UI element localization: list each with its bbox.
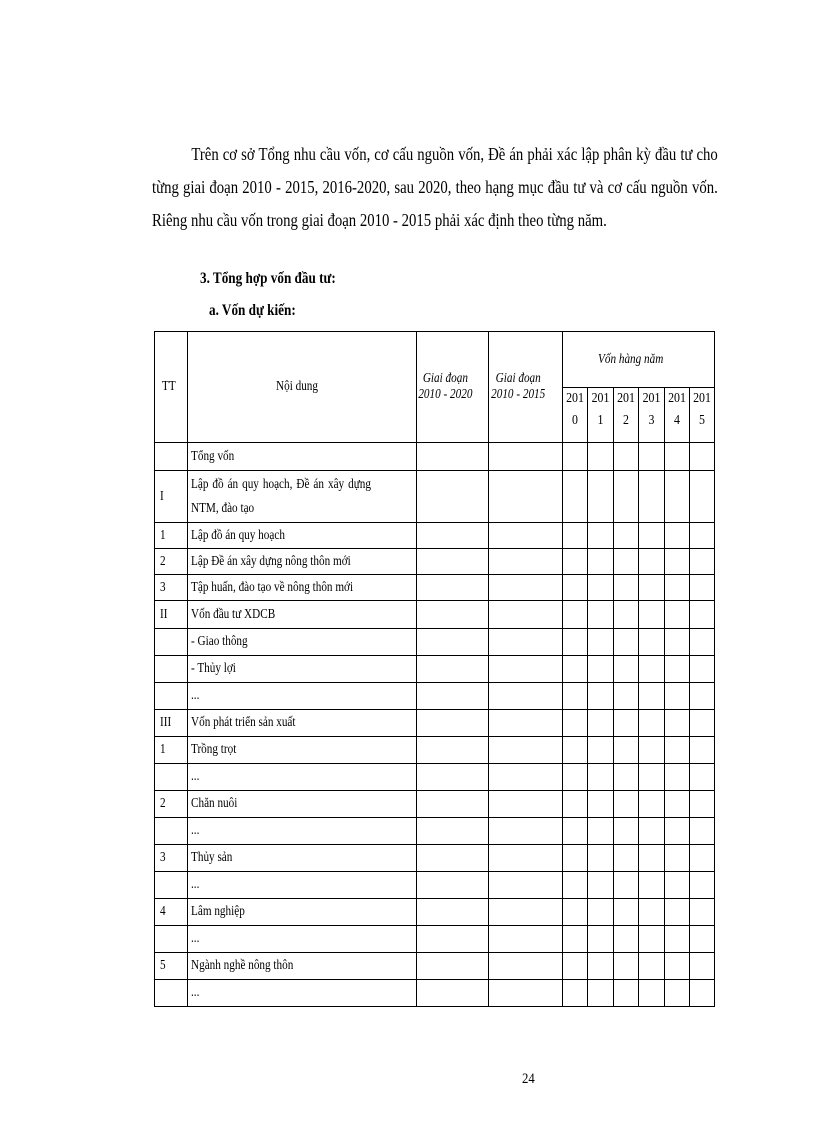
row-value-cell <box>690 872 715 899</box>
row-value-cell <box>563 471 588 523</box>
row-tt-cell: III <box>155 710 188 737</box>
row-value-cell <box>417 980 489 1007</box>
row-value-cell <box>639 443 665 471</box>
row-value-cell <box>417 710 489 737</box>
row-value-cell <box>665 656 690 683</box>
row-value-cell <box>588 791 614 818</box>
row-content-cell: - Thủy lợi <box>188 656 417 683</box>
header-year-3: 201 3 <box>639 388 665 443</box>
row-value-cell <box>690 953 715 980</box>
row-value-cell <box>690 601 715 629</box>
row-value-cell <box>563 872 588 899</box>
row-value-cell <box>489 872 563 899</box>
table-row <box>155 443 715 471</box>
row-tt-cell: I <box>155 471 188 523</box>
row-value-cell <box>614 575 639 601</box>
row-value-cell <box>563 980 588 1007</box>
row-value-cell <box>639 953 665 980</box>
row-value-cell <box>417 601 489 629</box>
header-year-4: 201 4 <box>665 388 690 443</box>
row-value-cell <box>417 443 489 471</box>
row-value-cell <box>690 656 715 683</box>
row-value-cell <box>588 683 614 710</box>
row-value-cell <box>417 683 489 710</box>
row-value-cell <box>639 656 665 683</box>
row-tt-cell: 1 <box>155 737 188 764</box>
table-row <box>155 764 715 791</box>
row-value-cell <box>614 737 639 764</box>
row-value-cell <box>614 953 639 980</box>
row-tt-cell: 5 <box>155 953 188 980</box>
row-value-cell <box>690 710 715 737</box>
row-value-cell <box>489 791 563 818</box>
row-value-cell <box>563 443 588 471</box>
header-year-5: 201 5 <box>690 388 715 443</box>
table-row <box>155 899 715 926</box>
row-value-cell <box>563 764 588 791</box>
row-value-cell <box>588 601 614 629</box>
row-value-cell <box>417 737 489 764</box>
row-value-cell <box>614 683 639 710</box>
row-value-cell <box>665 980 690 1007</box>
row-value-cell <box>489 953 563 980</box>
row-tt-cell: 3 <box>155 575 188 601</box>
row-value-cell <box>563 899 588 926</box>
row-value-cell <box>690 471 715 523</box>
row-value-cell <box>614 710 639 737</box>
row-value-cell <box>417 656 489 683</box>
row-value-cell <box>614 656 639 683</box>
row-value-cell <box>489 710 563 737</box>
header-year-1: 201 1 <box>588 388 614 443</box>
row-value-cell <box>588 575 614 601</box>
row-tt-cell <box>155 656 188 683</box>
table-row <box>155 872 715 899</box>
header-giai-doan-2010-2015: Giai đoạn 2010 - 2015 <box>489 332 563 443</box>
table-row <box>155 845 715 872</box>
row-tt-cell <box>155 980 188 1007</box>
row-value-cell <box>588 471 614 523</box>
row-value-cell <box>563 629 588 656</box>
row-value-cell <box>417 549 489 575</box>
row-value-cell <box>665 601 690 629</box>
row-value-cell <box>690 845 715 872</box>
row-value-cell <box>489 629 563 656</box>
row-value-cell <box>614 845 639 872</box>
row-value-cell <box>614 764 639 791</box>
row-content-cell: Lập đồ án quy hoạch <box>188 523 417 549</box>
row-value-cell <box>690 683 715 710</box>
row-value-cell <box>665 737 690 764</box>
row-value-cell <box>639 926 665 953</box>
row-value-cell <box>489 601 563 629</box>
row-value-cell <box>614 980 639 1007</box>
row-value-cell <box>614 471 639 523</box>
row-value-cell <box>665 471 690 523</box>
row-value-cell <box>489 980 563 1007</box>
row-value-cell <box>614 629 639 656</box>
table-row <box>155 710 715 737</box>
header-noi-dung: Nội dung <box>188 332 417 443</box>
row-tt-cell: 2 <box>155 791 188 818</box>
row-value-cell <box>614 549 639 575</box>
row-content-cell: Chăn nuôi <box>188 791 417 818</box>
row-value-cell <box>489 845 563 872</box>
capital-table <box>154 331 715 1007</box>
row-value-cell <box>665 791 690 818</box>
row-value-cell <box>588 764 614 791</box>
row-value-cell <box>665 443 690 471</box>
row-value-cell <box>489 737 563 764</box>
row-value-cell <box>563 926 588 953</box>
table-row <box>155 818 715 845</box>
row-content-cell: Tập huấn, đào tạo về nông thôn mới <box>188 575 417 601</box>
row-value-cell <box>489 683 563 710</box>
row-value-cell <box>489 575 563 601</box>
row-value-cell <box>417 845 489 872</box>
row-value-cell <box>588 710 614 737</box>
row-value-cell <box>417 471 489 523</box>
row-content-cell: ... <box>188 872 417 899</box>
row-value-cell <box>489 656 563 683</box>
row-value-cell <box>417 818 489 845</box>
row-value-cell <box>614 872 639 899</box>
row-value-cell <box>588 656 614 683</box>
row-value-cell <box>588 845 614 872</box>
row-value-cell <box>563 818 588 845</box>
row-value-cell <box>639 872 665 899</box>
section-heading-3: 3. Tổng hợp vốn đầu tư: <box>200 270 336 287</box>
row-tt-cell <box>155 818 188 845</box>
row-value-cell <box>563 737 588 764</box>
table-row <box>155 926 715 953</box>
row-value-cell <box>588 818 614 845</box>
row-value-cell <box>614 601 639 629</box>
row-value-cell <box>489 443 563 471</box>
row-content-cell: Thủy sản <box>188 845 417 872</box>
table-row <box>155 980 715 1007</box>
row-value-cell <box>588 953 614 980</box>
row-value-cell <box>588 443 614 471</box>
row-content-cell: ... <box>188 683 417 710</box>
row-value-cell <box>639 737 665 764</box>
row-value-cell <box>690 443 715 471</box>
row-value-cell <box>639 818 665 845</box>
row-value-cell <box>690 523 715 549</box>
row-value-cell <box>563 656 588 683</box>
row-value-cell <box>665 953 690 980</box>
row-value-cell <box>489 764 563 791</box>
row-value-cell <box>665 549 690 575</box>
row-value-cell <box>639 629 665 656</box>
table-row <box>155 737 715 764</box>
row-value-cell <box>417 791 489 818</box>
row-value-cell <box>563 683 588 710</box>
row-value-cell <box>665 523 690 549</box>
row-value-cell <box>690 549 715 575</box>
row-value-cell <box>417 872 489 899</box>
row-value-cell <box>614 791 639 818</box>
row-value-cell <box>639 791 665 818</box>
row-content-cell: Vốn phát triển sản xuất <box>188 710 417 737</box>
row-value-cell <box>639 683 665 710</box>
row-value-cell <box>563 845 588 872</box>
row-value-cell <box>665 899 690 926</box>
row-content-cell: Lập Đề án xây dựng nông thôn mới <box>188 549 417 575</box>
row-value-cell <box>563 953 588 980</box>
row-value-cell <box>417 523 489 549</box>
row-value-cell <box>665 710 690 737</box>
header-year-0: 201 0 <box>563 388 588 443</box>
row-value-cell <box>690 818 715 845</box>
row-content-cell: ... <box>188 926 417 953</box>
row-tt-cell: 4 <box>155 899 188 926</box>
row-value-cell <box>614 899 639 926</box>
header-giai-doan-2010-2020: Giai đoạn 2010 - 2020 <box>417 332 489 443</box>
row-value-cell <box>639 710 665 737</box>
table-row <box>155 629 715 656</box>
row-value-cell <box>639 980 665 1007</box>
row-content-cell: ... <box>188 980 417 1007</box>
intro-text: Trên cơ sở Tổng nhu cầu vốn, cơ cấu nguồn vốn, Đề án phải xác lập phân kỳ đầu tư cho từng giai đoạn 2010 - 2015, 2016-2020, sau 2020, theo hạng mục đầu tư và cơ cấu nguồn vốn. Riêng nhu cầu vốn trong giai đoạn 2010 - 2015 phải xác định theo từng năm. <box>152 144 718 230</box>
row-content-cell: Ngành nghề nông thôn <box>188 953 417 980</box>
table-row <box>155 953 715 980</box>
row-value-cell <box>614 818 639 845</box>
row-value-cell <box>665 872 690 899</box>
row-value-cell <box>665 683 690 710</box>
row-tt-cell <box>155 926 188 953</box>
row-value-cell <box>563 601 588 629</box>
row-content-cell: ... <box>188 818 417 845</box>
row-value-cell <box>614 523 639 549</box>
row-value-cell <box>639 845 665 872</box>
row-value-cell <box>489 818 563 845</box>
row-value-cell <box>639 899 665 926</box>
intro-paragraph <box>152 138 718 237</box>
row-value-cell <box>563 523 588 549</box>
row-value-cell <box>639 764 665 791</box>
row-tt-cell <box>155 872 188 899</box>
table-row <box>155 523 715 549</box>
row-value-cell <box>665 764 690 791</box>
row-value-cell <box>665 575 690 601</box>
row-content-cell: Lâm nghiệp <box>188 899 417 926</box>
row-content-cell: Lập đồ án quy hoạch, Đề án xây dựng NTM, đào tạo <box>188 471 417 523</box>
row-value-cell <box>489 523 563 549</box>
subsection-heading-a: a. Vốn dự kiến: <box>209 302 296 319</box>
row-content-cell: Vốn đầu tư XDCB <box>188 601 417 629</box>
header-tt: TT <box>155 332 188 443</box>
row-tt-cell: 1 <box>155 523 188 549</box>
row-value-cell <box>690 629 715 656</box>
table-row <box>155 683 715 710</box>
page-number: 24 <box>522 1071 535 1087</box>
row-value-cell <box>588 629 614 656</box>
row-tt-cell: II <box>155 601 188 629</box>
row-content-cell: - Giao thông <box>188 629 417 656</box>
row-value-cell <box>690 764 715 791</box>
table-row <box>155 601 715 629</box>
row-value-cell <box>639 575 665 601</box>
row-value-cell <box>588 980 614 1007</box>
row-value-cell <box>588 926 614 953</box>
row-value-cell <box>639 549 665 575</box>
row-value-cell <box>665 845 690 872</box>
row-value-cell <box>614 926 639 953</box>
row-content-cell: Tổng vốn <box>188 443 417 471</box>
row-value-cell <box>563 791 588 818</box>
row-value-cell <box>489 926 563 953</box>
row-tt-cell <box>155 443 188 471</box>
row-value-cell <box>417 953 489 980</box>
row-value-cell <box>417 575 489 601</box>
row-value-cell <box>639 601 665 629</box>
table-row <box>155 656 715 683</box>
row-value-cell <box>690 899 715 926</box>
row-value-cell <box>690 980 715 1007</box>
row-tt-cell <box>155 629 188 656</box>
row-value-cell <box>563 549 588 575</box>
row-value-cell <box>588 737 614 764</box>
row-value-cell <box>489 899 563 926</box>
row-value-cell <box>588 872 614 899</box>
row-content-cell: Trồng trọt <box>188 737 417 764</box>
row-value-cell <box>665 818 690 845</box>
row-tt-cell: 2 <box>155 549 188 575</box>
table-row <box>155 791 715 818</box>
row-value-cell <box>489 549 563 575</box>
row-value-cell <box>588 549 614 575</box>
row-value-cell <box>690 575 715 601</box>
table-row <box>155 549 715 575</box>
row-value-cell <box>588 899 614 926</box>
row-content-cell: ... <box>188 764 417 791</box>
row-value-cell <box>417 899 489 926</box>
row-value-cell <box>690 926 715 953</box>
row-tt-cell <box>155 764 188 791</box>
row-value-cell <box>417 764 489 791</box>
table-row <box>155 471 715 523</box>
row-value-cell <box>417 926 489 953</box>
header-von-hang-nam: Vốn hàng năm <box>563 332 715 388</box>
row-value-cell <box>614 443 639 471</box>
row-value-cell <box>690 791 715 818</box>
row-value-cell <box>665 629 690 656</box>
row-value-cell <box>588 523 614 549</box>
row-value-cell <box>665 926 690 953</box>
row-value-cell <box>639 523 665 549</box>
row-value-cell <box>563 710 588 737</box>
row-tt-cell: 3 <box>155 845 188 872</box>
table-row <box>155 575 715 601</box>
header-year-2: 201 2 <box>614 388 639 443</box>
row-value-cell <box>563 575 588 601</box>
row-value-cell <box>639 471 665 523</box>
row-value-cell <box>489 471 563 523</box>
row-value-cell <box>417 629 489 656</box>
row-tt-cell <box>155 683 188 710</box>
row-value-cell <box>690 737 715 764</box>
